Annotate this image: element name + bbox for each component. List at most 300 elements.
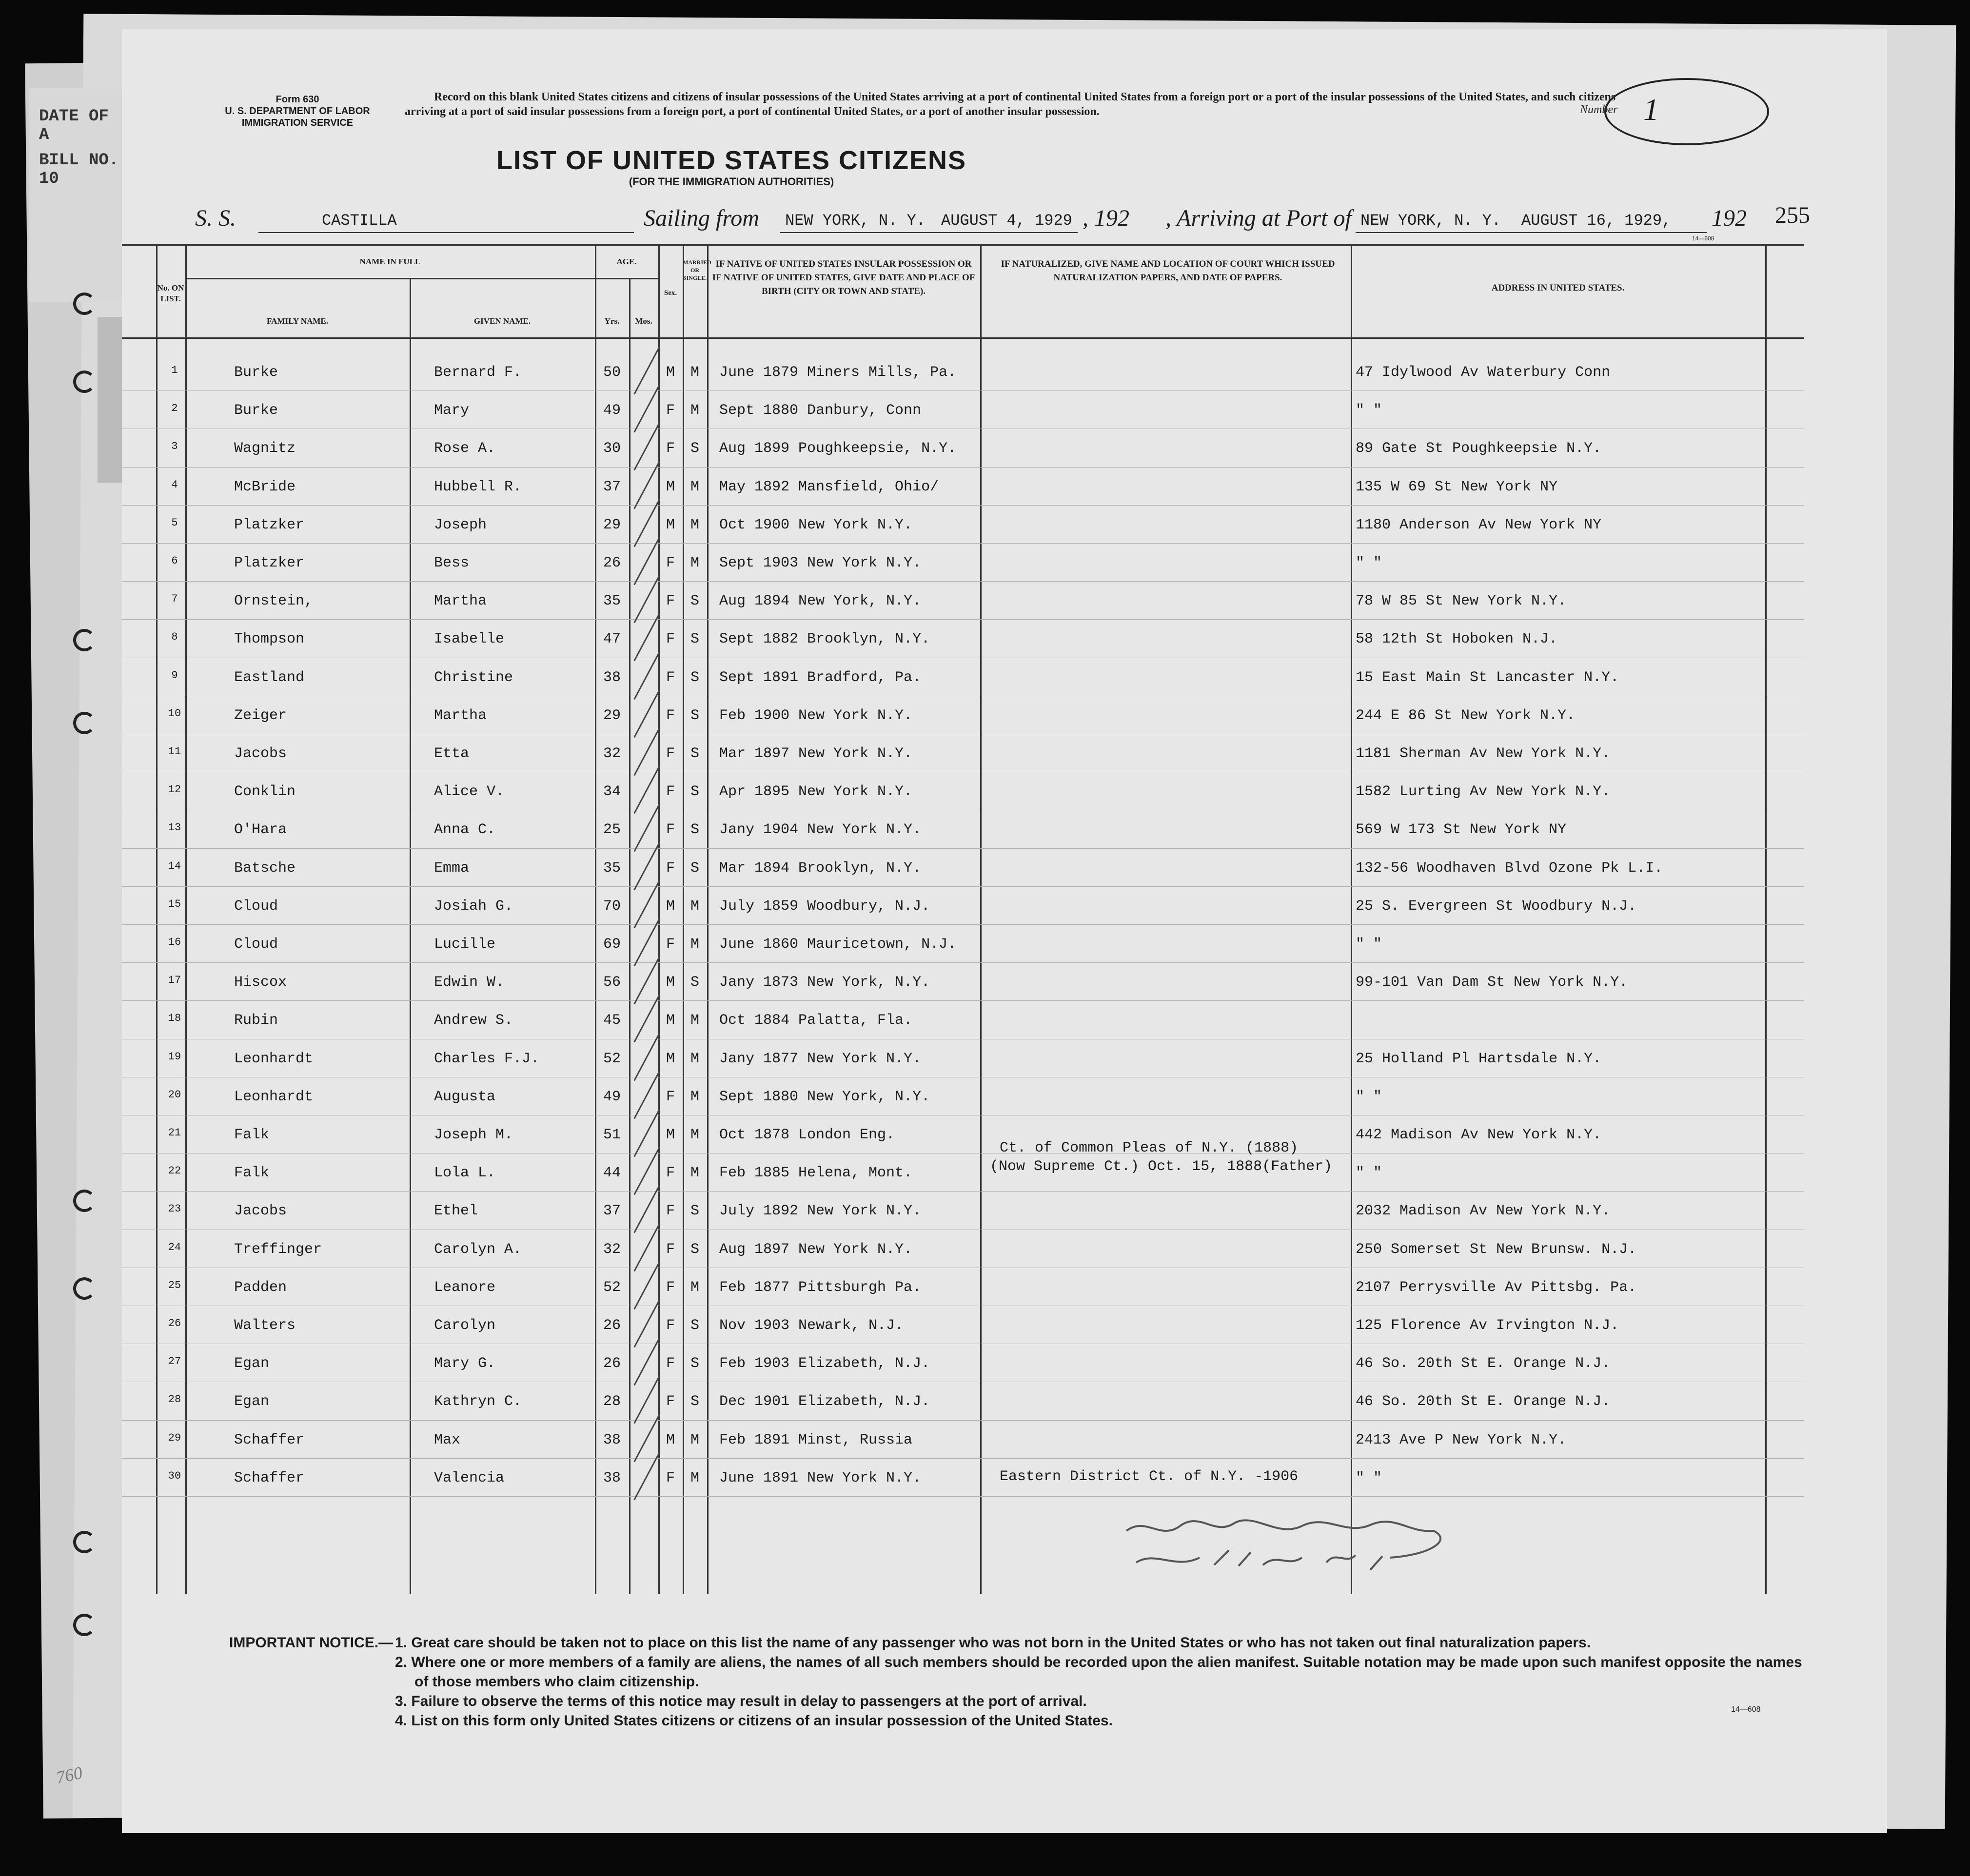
col-header-mos: Mos. [635, 316, 652, 326]
check-mark-icon [633, 423, 660, 471]
family-name: Schaffer [234, 1469, 305, 1486]
address: 47 Idylwood Av Waterbury Conn [1356, 364, 1611, 381]
check-mark-icon [633, 385, 660, 433]
address: 132-56 Woodhaven Blvd Ozone Pk L.I. [1356, 860, 1663, 877]
sex: M [666, 478, 675, 495]
row-number: 26 [168, 1317, 181, 1329]
age-years: 32 [603, 745, 621, 762]
birth-date-place: Sept 1880 New York, N.Y. [719, 1088, 930, 1105]
marital-status: S [690, 1393, 699, 1410]
birth-date-place: Sept 1880 Danbury, Conn [719, 402, 922, 419]
age-years: 44 [603, 1165, 621, 1182]
marital-status: S [690, 1355, 699, 1372]
birth-date-place: June 1891 New York N.Y. [719, 1469, 922, 1486]
given-name: Emma [434, 860, 470, 877]
age-years: 51 [603, 1127, 621, 1143]
birth-date-place: July 1859 Woodbury, N.J. [719, 898, 930, 915]
table-row [122, 1231, 1804, 1269]
check-mark-icon [633, 804, 660, 852]
address: 46 So. 20th St E. Orange N.J. [1356, 1355, 1611, 1372]
col-header-age: AGE. [616, 257, 637, 266]
number-circle [1604, 78, 1769, 145]
family-name: Egan [234, 1393, 270, 1410]
check-mark-icon [633, 690, 660, 738]
sex: F [666, 1317, 675, 1334]
family-name: Hiscox [234, 974, 287, 991]
family-name: Conklin [234, 783, 296, 801]
given-name: Kathryn C. [434, 1393, 522, 1410]
check-mark-icon [633, 957, 660, 1005]
given-name: Edwin W. [434, 974, 505, 991]
row-number: 16 [168, 936, 181, 948]
table-row [122, 1078, 1804, 1116]
service: IMMIGRATION SERVICE [241, 117, 354, 128]
table-row [122, 620, 1804, 658]
binder-hole-icon [73, 1531, 96, 1553]
family-name: Wagnitz [234, 440, 296, 457]
table-row [122, 1383, 1804, 1421]
col-header-given: GIVEN NAME. [473, 316, 531, 326]
given-name: Bess [434, 555, 470, 571]
check-mark-icon [633, 1414, 660, 1462]
binder-hole-icon [73, 1614, 96, 1636]
sailing-date: AUGUST 4, 1929 [941, 212, 1072, 230]
sex: F [666, 402, 675, 419]
given-name: Max [434, 1431, 461, 1448]
birth-date-place: Oct 1900 New York N.Y. [719, 516, 913, 533]
table-row [122, 1345, 1804, 1383]
row-number: 18 [168, 1012, 181, 1025]
row-number: 8 [171, 631, 178, 644]
check-mark-icon [633, 613, 660, 662]
address: 2413 Ave P New York N.Y. [1356, 1431, 1567, 1448]
marital-status: S [690, 669, 699, 686]
row-number: 1 [171, 364, 178, 376]
age-years: 37 [603, 1203, 621, 1220]
form-id: Form 630 [276, 94, 319, 105]
voyage-line [195, 202, 1810, 242]
age-years: 38 [603, 1431, 621, 1448]
sex: M [666, 1050, 675, 1067]
family-name: Falk [234, 1127, 270, 1143]
address: 1582 Lurting Av New York N.Y. [1356, 783, 1611, 801]
address: 2032 Madison Av New York N.Y. [1356, 1203, 1611, 1220]
family-name: Schaffer [234, 1431, 305, 1448]
table-row [122, 582, 1804, 620]
given-name: Martha [434, 593, 487, 610]
notice-item: 4. List on this form only United States citizens or citizens of an insular possession of the United States. [395, 1713, 1113, 1729]
family-name: Batsche [234, 860, 296, 877]
marital-status: S [690, 1317, 699, 1334]
age-years: 34 [603, 783, 621, 801]
row-number: 14 [168, 860, 181, 872]
sex: M [666, 516, 675, 533]
sex: F [666, 1088, 675, 1105]
age-years: 38 [603, 1469, 621, 1486]
row-number: 6 [171, 555, 178, 567]
check-mark-icon [633, 1185, 660, 1233]
given-name: Ethel [434, 1203, 478, 1220]
age-years: 26 [603, 1317, 621, 1334]
naturalization-note: (Now Supreme Ct.) Oct. 15, 1888(Father) [990, 1158, 1333, 1175]
check-mark-icon [633, 1223, 660, 1271]
table-row [122, 506, 1804, 544]
birth-date-place: Feb 1885 Helena, Mont. [719, 1165, 913, 1182]
sex: F [666, 1393, 675, 1410]
birth-date-place: Sept 1882 Brooklyn, N.Y. [719, 631, 930, 648]
row-number: 28 [168, 1393, 181, 1406]
arriving-label: , Arriving at Port of [1165, 205, 1352, 231]
age-years: 47 [603, 631, 621, 648]
sex: F [666, 593, 675, 610]
table-row [122, 1040, 1804, 1078]
row-number: 4 [171, 478, 178, 491]
age-header-rule [595, 278, 658, 279]
family-name: Cloud [234, 936, 278, 953]
check-mark-icon [633, 651, 660, 700]
sex: F [666, 783, 675, 801]
age-years: 28 [603, 1393, 621, 1410]
age-years: 52 [603, 1279, 621, 1296]
row-number: 13 [168, 821, 181, 834]
table-row [122, 353, 1804, 391]
family-name: Eastland [234, 669, 305, 686]
col-header-address: ADDRESS IN UNITED STATES. [1491, 283, 1625, 293]
birth-date-place: Feb 1877 Pittsburgh Pa. [719, 1279, 922, 1296]
age-years: 32 [603, 1241, 621, 1258]
naturalization-note: Ct. of Common Pleas of N.Y. (1888) [1000, 1140, 1299, 1156]
birth-date-place: Jany 1877 New York N.Y. [719, 1050, 922, 1067]
edge-label-bill: BILL NO. 10 [39, 151, 119, 188]
check-mark-icon [633, 766, 660, 814]
col-header-sex: Sex. [664, 289, 677, 297]
sex: M [666, 974, 675, 991]
row-number: 30 [168, 1469, 181, 1482]
age-years: 38 [603, 669, 621, 686]
birth-date-place: Jany 1904 New York N.Y. [719, 821, 922, 839]
age-years: 30 [603, 440, 621, 457]
birth-date-place: Oct 1878 London Eng. [719, 1127, 895, 1143]
family-name: Cloud [234, 898, 278, 915]
given-name: Bernard F. [434, 364, 522, 381]
marital-status: M [690, 555, 699, 571]
age-years: 49 [603, 1088, 621, 1105]
address: " " [1356, 936, 1382, 953]
family-name: Jacobs [234, 745, 287, 762]
birth-date-place: Nov 1903 Newark, N.J. [719, 1317, 904, 1334]
address: 2107 Perrysville Av Pittsbg. Pa. [1356, 1279, 1637, 1296]
age-years: 56 [603, 974, 621, 991]
marital-status: M [690, 478, 699, 495]
marital-status: M [690, 1050, 699, 1067]
row-number: 2 [171, 402, 178, 415]
form-code: 14—608 [1731, 1705, 1761, 1714]
age-years: 35 [603, 860, 621, 877]
row-number: 17 [168, 974, 181, 987]
notice-item: 1. Great care should be taken not to place on this list the name of any passenger who was not born in the United States or who has not taken out final naturalization papers. [395, 1635, 1591, 1651]
row-number: 23 [168, 1203, 181, 1215]
sex: F [666, 1355, 675, 1372]
given-name: Lucille [434, 936, 496, 953]
given-name: Mary G. [434, 1355, 496, 1372]
birth-date-place: May 1892 Mansfield, Ohio/ [719, 478, 939, 495]
row-number: 3 [171, 440, 178, 453]
check-mark-icon [633, 728, 660, 776]
marital-status: M [690, 1469, 699, 1486]
sex: F [666, 1165, 675, 1182]
record-instructions: Record on this blank United States citizens and citizens of insular possessions of the United States arriving at a port of continental United States from a foreign port or a port of the insular possessions of the United States, and such citizens arriving at a port of said insular possessions from a foreign port, a port of continental United States, or a port of another insular possession. [405, 91, 1616, 118]
marital-status: M [690, 1127, 699, 1143]
family-name: Burke [234, 402, 278, 419]
notice-item: 2. Where one or more members of a family are aliens, the names of all such members should be recorded upon the alien manifest. Suitable notation may be made upon such manifest opposite the names of those members who claim citizenship. [395, 1654, 1802, 1690]
check-mark-icon [633, 1109, 660, 1157]
birth-date-place: Dec 1901 Elizabeth, N.J. [719, 1393, 930, 1410]
table-row [122, 811, 1804, 849]
family-name: Platzker [234, 555, 305, 571]
marital-status: M [690, 402, 699, 419]
row-number: 20 [168, 1088, 181, 1101]
ship-name: CASTILLA [322, 212, 397, 230]
underline [258, 232, 634, 233]
sex: M [666, 898, 675, 915]
sex: F [666, 860, 675, 877]
marital-status: M [690, 1012, 699, 1029]
table-row [122, 773, 1804, 811]
table-row [122, 544, 1804, 582]
naturalization-note: Eastern District Ct. of N.Y. -1906 [1000, 1468, 1299, 1485]
given-name: Mary [434, 402, 470, 419]
arriving-date: AUGUST 16, 1929, [1521, 212, 1672, 230]
family-name: Egan [234, 1355, 270, 1372]
marital-status: S [690, 1241, 699, 1258]
address: 125 Florence Av Irvington N.J. [1356, 1317, 1619, 1334]
check-mark-icon [633, 995, 660, 1043]
row-number: 21 [168, 1127, 181, 1139]
marital-status: S [690, 1203, 699, 1220]
col-header-no: No. ON LIST. [157, 283, 184, 303]
row-number: 11 [168, 745, 181, 758]
table-row [122, 1459, 1804, 1497]
table-row [122, 1154, 1804, 1192]
given-name: Andrew S. [434, 1012, 513, 1029]
given-name: Alice V. [434, 783, 505, 801]
marital-status: S [690, 707, 699, 724]
address: " " [1356, 555, 1382, 571]
check-mark-icon [633, 1262, 660, 1310]
sex: M [666, 1431, 675, 1448]
sex: F [666, 669, 675, 686]
sex: F [666, 821, 675, 839]
address: 25 Holland Pl Hartsdale N.Y. [1356, 1050, 1602, 1067]
table-row [122, 430, 1804, 468]
marital-status: M [690, 936, 699, 953]
family-name: Leonhardt [234, 1050, 314, 1067]
col-header-married: MARRIED OR SINGLE. [683, 259, 711, 281]
year-suffix-1: , 192 [1083, 205, 1129, 231]
underline [1356, 232, 1707, 233]
marital-status: S [690, 745, 699, 762]
table-row [122, 1116, 1804, 1154]
print-code: 14—608 [1692, 235, 1714, 242]
birth-date-place: Oct 1884 Palatta, Fla. [719, 1012, 913, 1029]
family-name: McBride [234, 478, 296, 495]
sailing-from: NEW YORK, N. Y. [785, 212, 926, 230]
binder-hole-icon [73, 1190, 96, 1212]
family-name: Treffinger [234, 1241, 322, 1258]
age-years: 29 [603, 516, 621, 533]
col-header-yrs: Yrs. [604, 316, 620, 326]
sailing-label: Sailing from [644, 205, 759, 231]
sex: F [666, 555, 675, 571]
age-years: 50 [603, 364, 621, 381]
address: 569 W 173 St New York NY [1356, 821, 1567, 839]
given-name: Joseph M. [434, 1127, 513, 1143]
birth-date-place: Mar 1897 New York N.Y. [719, 745, 913, 762]
given-name: Carolyn [434, 1317, 496, 1334]
row-number: 27 [168, 1355, 181, 1368]
check-mark-icon [633, 499, 660, 547]
address: 1180 Anderson Av New York NY [1356, 516, 1602, 533]
col-header-name: NAME IN FULL [359, 257, 421, 266]
address: " " [1356, 402, 1382, 419]
address: " " [1356, 1088, 1382, 1105]
check-mark-icon [633, 918, 660, 967]
row-number: 19 [168, 1050, 181, 1063]
table-row [122, 925, 1804, 963]
check-mark-icon [633, 880, 660, 929]
marital-status: M [690, 1431, 699, 1448]
marital-status: S [690, 783, 699, 801]
birth-date-place: Feb 1891 Minst, Russia [719, 1431, 913, 1448]
address: 442 Madison Av New York N.Y. [1356, 1127, 1602, 1143]
header-bottom-rule [122, 337, 1804, 339]
given-name: Martha [434, 707, 487, 724]
given-name: Charles F.J. [434, 1050, 540, 1067]
row-number: 24 [168, 1241, 181, 1253]
check-mark-icon [633, 1338, 660, 1386]
family-name: Rubin [234, 1012, 278, 1029]
check-mark-icon [633, 1033, 660, 1081]
address: 250 Somerset St New Brunsw. N.J. [1356, 1241, 1637, 1258]
binder-hole-icon [73, 712, 96, 734]
address: " " [1356, 1165, 1382, 1182]
birth-date-place: Mar 1894 Brooklyn, N.Y. [719, 860, 922, 877]
family-name: Burke [234, 364, 278, 381]
table-row [122, 659, 1804, 697]
address: 15 East Main St Lancaster N.Y. [1356, 669, 1619, 686]
age-years: 37 [603, 478, 621, 495]
address: 89 Gate St Poughkeepsie N.Y. [1356, 440, 1602, 457]
marital-status: S [690, 593, 699, 610]
birth-date-place: Feb 1903 Elizabeth, N.J. [719, 1355, 930, 1372]
notice-item: 3. Failure to observe the terms of this notice may result in delay to passengers at the port of arrival. [395, 1693, 1087, 1709]
given-name: Carolyn A. [434, 1241, 522, 1258]
sex: F [666, 1241, 675, 1258]
row-number: 5 [171, 516, 178, 529]
address: 1181 Sherman Av New York N.Y. [1356, 745, 1611, 762]
marital-status: M [690, 898, 699, 915]
row-number: 7 [171, 593, 178, 606]
age-years: 29 [603, 707, 621, 724]
table-top-rule [122, 244, 1804, 246]
notice-title: IMPORTANT NOTICE.— [229, 1635, 394, 1651]
family-name: Zeiger [234, 707, 287, 724]
family-name: Walters [234, 1317, 296, 1334]
marital-status: M [690, 516, 699, 533]
given-name: Valencia [434, 1469, 505, 1486]
page-title: LIST OF UNITED STATES CITIZENS [496, 146, 966, 175]
name-header-rule [185, 278, 595, 279]
birth-date-place: June 1879 Miners Mills, Pa. [719, 364, 957, 381]
binder-hole-icon [73, 629, 96, 651]
age-years: 35 [603, 593, 621, 610]
given-name: Christine [434, 669, 513, 686]
row-number: 12 [168, 783, 181, 796]
underline [780, 232, 1078, 233]
number-value: 1 [1643, 92, 1659, 127]
family-name: Jacobs [234, 1203, 287, 1220]
check-mark-icon [633, 461, 660, 509]
family-name: Thompson [234, 631, 305, 648]
row-number: 10 [168, 707, 181, 720]
col-header-birth: IF NATIVE OF UNITED STATES INSULAR POSSESSION OR IF NATIVE OF UNITED STATES, GIVE DATE AND PLACE OF BIRTH (CITY OR TOWN AND STATE). [712, 259, 975, 296]
birth-date-place: Apr 1895 New York N.Y. [719, 783, 913, 801]
margin-pencil-note: 760 [54, 1762, 84, 1788]
check-mark-icon [633, 1300, 660, 1348]
family-name: O'Hara [234, 821, 287, 839]
table-row [122, 735, 1804, 773]
check-mark-icon [633, 537, 660, 586]
marital-status: M [690, 364, 699, 381]
birth-date-place: Feb 1900 New York N.Y. [719, 707, 913, 724]
table-row [122, 391, 1804, 430]
page-number: 255 [1775, 202, 1810, 228]
address: 58 12th St Hoboken N.J. [1356, 631, 1558, 648]
sex: M [666, 1012, 675, 1029]
check-mark-icon [633, 842, 660, 890]
table-row [122, 1269, 1804, 1307]
address: 135 W 69 St New York NY [1356, 478, 1558, 495]
check-mark-icon [633, 347, 660, 395]
address: 99-101 Van Dam St New York N.Y. [1356, 974, 1628, 991]
table-row [122, 1421, 1804, 1459]
family-name: Falk [234, 1165, 270, 1182]
sex: F [666, 936, 675, 953]
binder-hole-icon [73, 371, 96, 393]
marital-status: S [690, 821, 699, 839]
edge-label-date: DATE OF A [39, 107, 109, 144]
sex: F [666, 1279, 675, 1296]
passenger-table [122, 244, 1804, 1594]
check-mark-icon [633, 575, 660, 624]
sex: F [666, 745, 675, 762]
table-row [122, 468, 1804, 506]
given-name: Josiah G. [434, 898, 513, 915]
col-header-family: FAMILY NAME. [267, 316, 328, 326]
sex: F [666, 707, 675, 724]
citizens-list-form [122, 29, 1887, 1833]
marital-status: S [690, 974, 699, 991]
sex: F [666, 1469, 675, 1486]
sex: F [666, 1203, 675, 1220]
marital-status: S [690, 440, 699, 457]
given-name: Leanore [434, 1279, 496, 1296]
marital-status: S [690, 860, 699, 877]
page-subtitle: (FOR THE IMMIGRATION AUTHORITIES) [629, 176, 834, 188]
birth-date-place: Aug 1897 New York N.Y. [719, 1241, 913, 1258]
given-name: Joseph [434, 516, 487, 533]
check-mark-icon [633, 1376, 660, 1424]
